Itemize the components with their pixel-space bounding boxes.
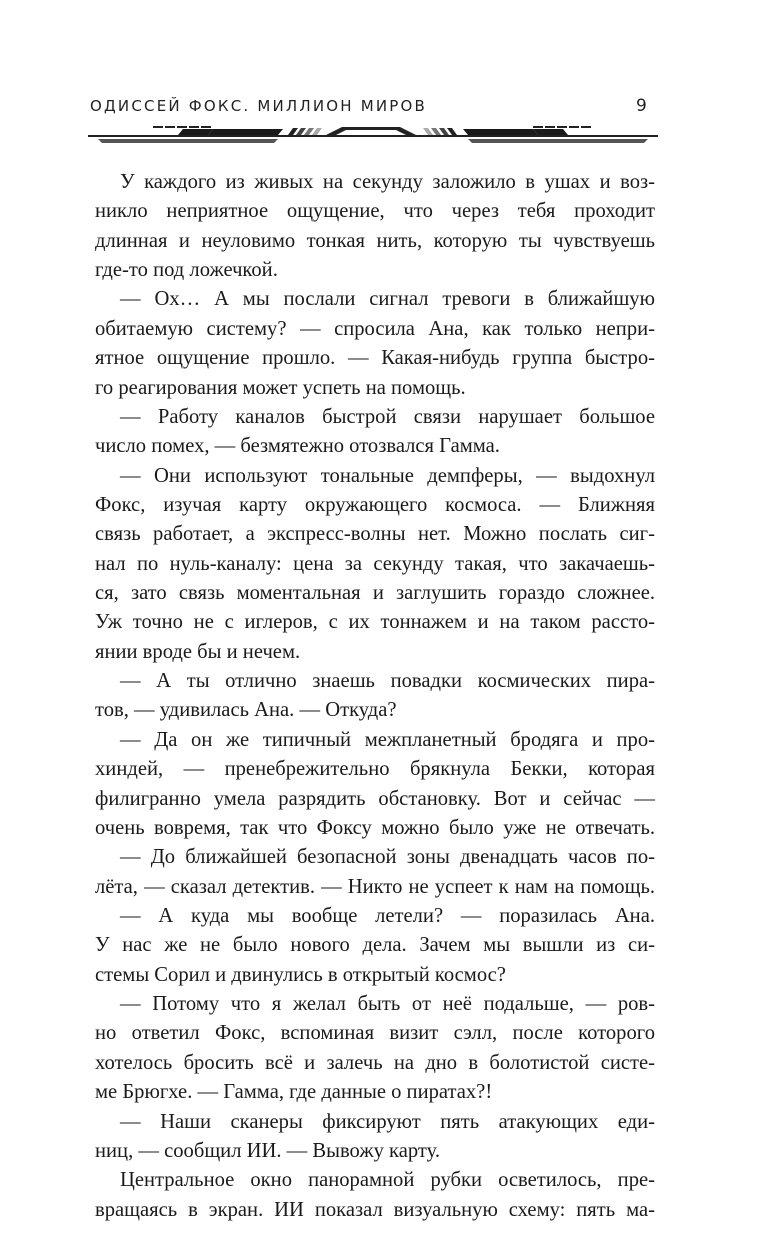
text-line: — Работу каналов быстрой связи нарушает большое bbox=[120, 405, 655, 428]
text-line: но ответил Фокс, вспоминая визит сэлл, после которого bbox=[95, 1022, 655, 1045]
text-line: стемы Сорил и двинулись в открытый космос? bbox=[95, 963, 506, 986]
text-line: вращаясь в экран. ИИ показал визуальную схему: пять ма- bbox=[95, 1198, 655, 1221]
text-line: У каждого из живых на секунду заложило в ушах и воз- bbox=[120, 171, 655, 193]
text-line: — А куда мы вообще летели? — поразилась Ана. bbox=[120, 904, 655, 927]
text-line: Уж точно не с иглеров, с их тоннажем и на таком рассто- bbox=[95, 611, 655, 634]
text-line: тов, — удивилась Ана. — Откуда? bbox=[95, 699, 397, 722]
text-line: У нас же не было нового дела. Зачем мы вышли из си- bbox=[95, 934, 655, 957]
text-line: никло неприятное ощущение, что через тебя проходит bbox=[95, 200, 655, 223]
text-line: ся, зато связь моментальная и заглушить гораздо сложнее. bbox=[95, 582, 655, 605]
text-line: филигранно умела разрядить обстановку. Вот и сейчас — bbox=[95, 787, 655, 810]
text-line: — До ближайшей безопасной зоны двенадцать часов по- bbox=[120, 846, 655, 869]
header-ornament bbox=[88, 122, 658, 146]
text-line: — Они используют тональные демпферы, — выдохнул bbox=[120, 464, 655, 487]
text-line: длинная и неуловимо тонкая нить, которую ты чувствуешь bbox=[95, 229, 655, 252]
text-line: го реагирования может успеть на помощь. bbox=[95, 376, 466, 399]
text-line: — Да он же типичный межпланетный бродяга и про- bbox=[120, 728, 655, 751]
text-line: Фокс, изучая карту окружающего космоса. — Ближняя bbox=[95, 493, 655, 516]
text-line: — А ты отлично знаешь повадки космических пира- bbox=[120, 670, 655, 693]
text-line: хотелось бросить всё и залечь на дно в болотистой систе- bbox=[95, 1051, 655, 1074]
text-line: Центральное окно панорамной рубки осветилось, пре- bbox=[120, 1169, 655, 1192]
text-line: обитаемую систему? — спросила Ана, как только непри- bbox=[95, 317, 655, 340]
text-line: ме Брюгхе. — Гамма, где данные о пиратах?! bbox=[95, 1081, 493, 1104]
text-line: хиндей, — пренебрежительно брякнула Бекки, которая bbox=[95, 758, 655, 781]
text-line: — Ох… А мы послали сигнал тревоги в ближайшую bbox=[120, 288, 655, 311]
text-line: — Наши сканеры фиксируют пять атакующих еди- bbox=[120, 1110, 655, 1133]
body-text bbox=[95, 168, 655, 1225]
text-line: число помех, — безмятежно отозвался Гамма. bbox=[95, 435, 500, 458]
text-line: ниц, — сообщил ИИ. — Вывожу карту. bbox=[95, 1139, 440, 1162]
page-number: 9 bbox=[636, 96, 647, 116]
text-line: где-то под ложечкой. bbox=[95, 259, 278, 282]
text-line: лёта, — сказал детектив. — Никто не успеет к нам на помощь. bbox=[95, 875, 655, 898]
text-line: очень вовремя, так что Фоксу можно было уже не отвечать. bbox=[95, 816, 655, 839]
text-line: связь работает, а экспресс-волны нет. Можно послать сиг- bbox=[95, 523, 655, 546]
text-line: — Потому что я желал быть от неё подальше, — ров- bbox=[120, 993, 655, 1016]
running-title: ОДИССЕЙ ФОКС. МИЛЛИОН МИРОВ bbox=[90, 97, 428, 115]
text-line: ятное ощущение прошло. — Какая-нибудь группа быстро- bbox=[95, 347, 655, 370]
text-line: нал по нуль-каналу: цена за секунду такая, что закачаешь- bbox=[95, 552, 655, 575]
text-line: янии вроде бы и нечем. bbox=[95, 640, 301, 663]
